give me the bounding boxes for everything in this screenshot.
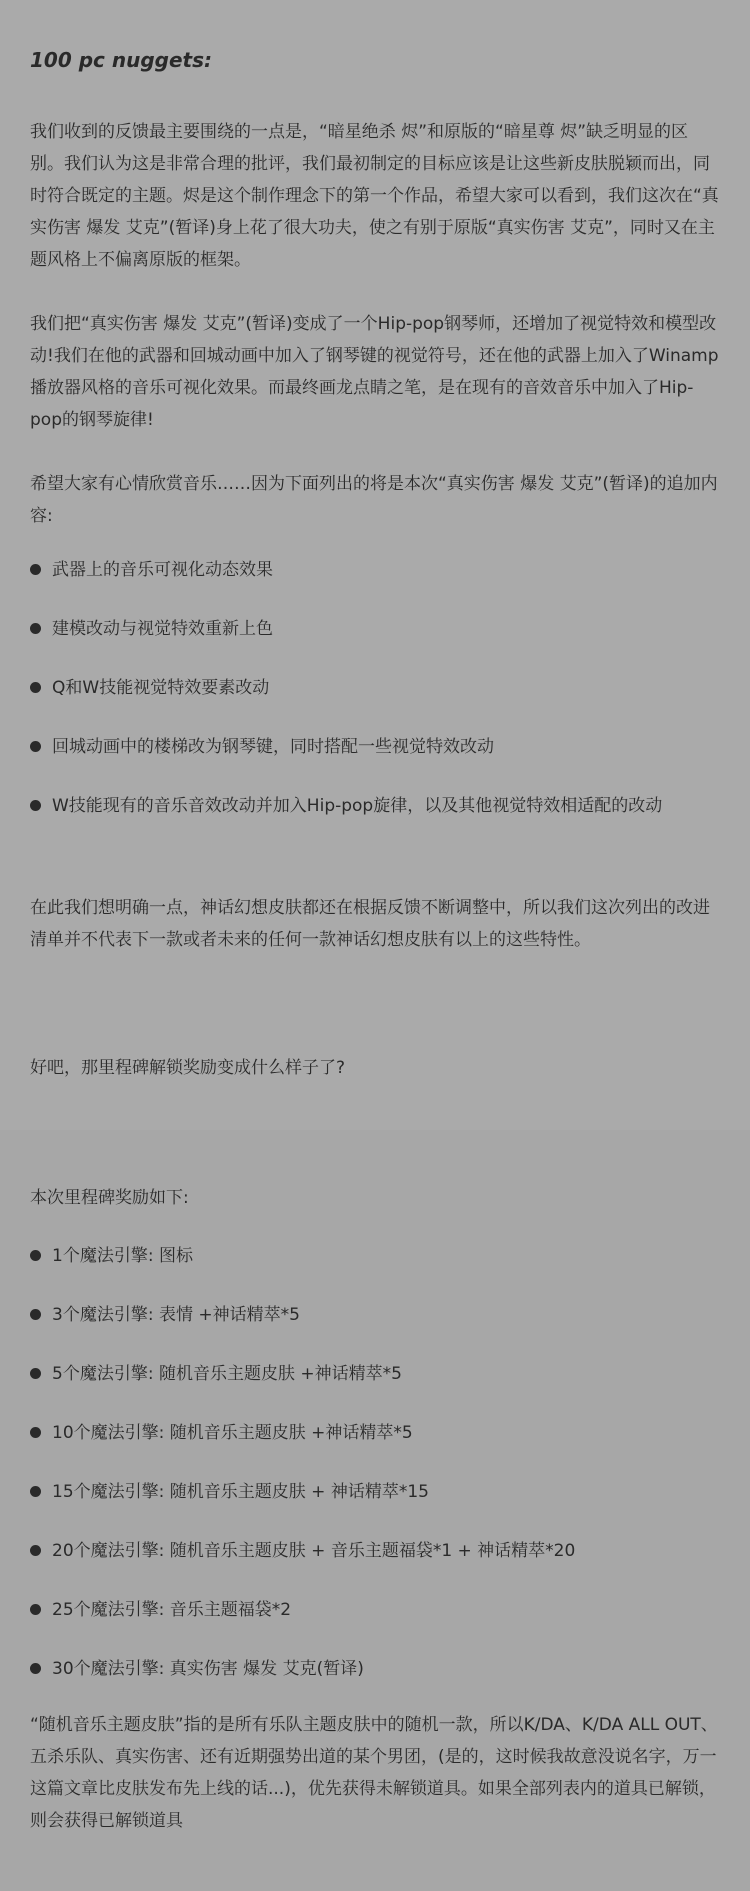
feedback-paragraph: 我们收到的反馈最主要围绕的一点是，“暗星绝杀 烬”和原版的“暗星尊 烬”缺乏明显的区别。我们认为这是非常合理的批评，我们最初制定的目标应该是让这些新皮肤脱颖而出，同时符合既定的主题。烬是这个制作理念下的第一个作品，希望大家可以看到，我们这次在“真实伤害 爆发 艾克”(暂译)身上花了很大功夫，使之有别于原版“真实伤害 艾克”，同时又在主题风格上不偏离原版的框架。 (30, 122, 719, 270)
rewards-title: 本次里程碑奖励如下: (30, 1188, 189, 1208)
list-item (30, 1653, 720, 1685)
list-item (30, 1299, 720, 1331)
bullet-icon (30, 1604, 41, 1615)
additions-list (30, 554, 720, 822)
list-item-text: 回城动画中的楼梯改为钢琴键，同时搭配一些视觉特效改动 (52, 737, 494, 757)
article-content (30, 48, 720, 1837)
list-item (30, 554, 720, 586)
list-item-text: 15个魔法引擎: 随机音乐主题皮肤 + 神话精萃*15 (52, 1482, 429, 1502)
bullet-icon (30, 564, 41, 575)
article-heading: 100 pc nuggets: (30, 48, 212, 72)
bullet-icon (30, 1486, 41, 1497)
list-item (30, 790, 720, 822)
list-item-text: 1个魔法引擎: 图标 (52, 1246, 193, 1266)
bullet-icon (30, 1250, 41, 1261)
list-item-text: 5个魔法引擎: 随机音乐主题皮肤 +神话精萃*5 (52, 1364, 402, 1384)
bullet-icon (30, 1427, 41, 1438)
random-skin-note-paragraph: “随机音乐主题皮肤”指的是所有乐队主题皮肤中的随机一款，所以K/DA、K/DA ALL OUT、五杀乐队、真实伤害、还有近期强势出道的某个男团，(是的，这时候我故意没说名字，万一这篇文章比皮肤发布先上线的话...)，优先获得未解锁道具。如果全部列表内的道具已解锁，则会获得已解锁道具 (30, 1715, 718, 1831)
bullet-icon (30, 1545, 41, 1556)
list-item (30, 613, 720, 645)
list-item (30, 1358, 720, 1390)
clarification-paragraph: 在此我们想明确一点，神话幻想皮肤都还在根据反馈不断调整中，所以我们这次列出的改进清单并不代表下一款或者未来的任何一款神话幻想皮肤有以上的这些特性。 (30, 898, 710, 950)
list-item (30, 1240, 720, 1272)
list-item-text: W技能现有的音乐音效改动并加入Hip-pop旋律，以及其他视觉特效相适配的改动 (52, 796, 663, 816)
bullet-icon (30, 1663, 41, 1674)
rewards-list (30, 1240, 720, 1685)
list-item (30, 672, 720, 704)
list-item (30, 1594, 720, 1626)
list-item (30, 731, 720, 763)
bullet-icon (30, 623, 41, 634)
list-item-text: 建模改动与视觉特效重新上色 (52, 619, 273, 639)
additions-intro-paragraph: 希望大家有心情欣赏音乐……因为下面列出的将是本次“真实伤害 爆发 艾克”(暂译)的追加内容: (30, 474, 718, 526)
bullet-icon (30, 682, 41, 693)
list-item-text: Q和W技能视觉特效要素改动 (52, 678, 270, 698)
ekko-description-paragraph: 我们把“真实伤害 爆发 艾克”(暂译)变成了一个Hip-pop钢琴师，还增加了视觉特效和模型改动!我们在他的武器和回城动画中加入了钢琴键的视觉符号，还在他的武器上加入了Winamp播放器风格的音乐可视化效果。而最终画龙点睛之笔，是在现有的音效音乐中加入了Hip-pop的钢琴旋律! (30, 314, 719, 430)
list-item-text: 25个魔法引擎: 音乐主题福袋*2 (52, 1600, 292, 1620)
list-item-text: 3个魔法引擎: 表情 +神话精萃*5 (52, 1305, 300, 1325)
list-item-text: 10个魔法引擎: 随机音乐主题皮肤 +神话精萃*5 (52, 1423, 413, 1443)
list-item-text: 20个魔法引擎: 随机音乐主题皮肤 + 音乐主题福袋*1 + 神话精萃*20 (52, 1541, 576, 1561)
bullet-icon (30, 1368, 41, 1379)
list-item-text: 武器上的音乐可视化动态效果 (52, 560, 273, 580)
bullet-icon (30, 1309, 41, 1320)
rewards-question: 好吧，那里程碑解锁奖励变成什么样子了? (30, 1058, 346, 1078)
list-item (30, 1417, 720, 1449)
list-item-text: 30个魔法引擎: 真实伤害 爆发 艾克(暂译) (52, 1659, 364, 1679)
list-item (30, 1535, 720, 1567)
bullet-icon (30, 800, 41, 811)
list-item (30, 1476, 720, 1508)
bullet-icon (30, 741, 41, 752)
